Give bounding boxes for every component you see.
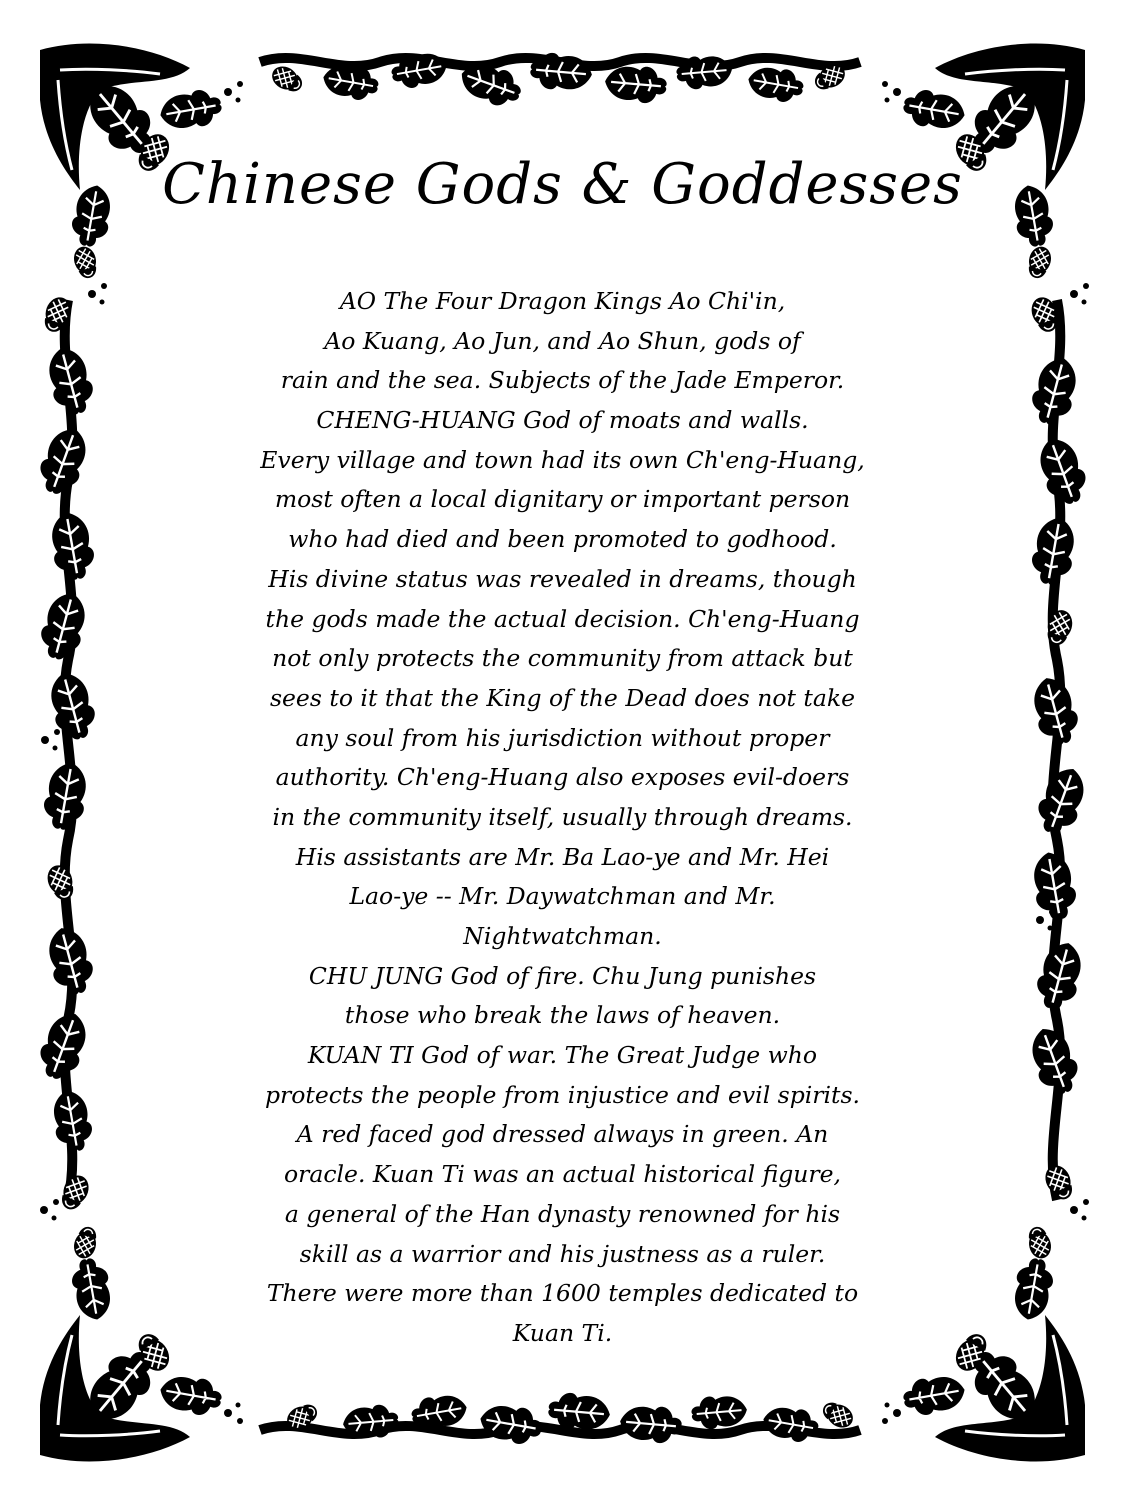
border-top-band	[260, 49, 860, 112]
text-line: A red faced god dressed always in green. An	[296, 1120, 829, 1149]
text-line: protects the people from injustice and evil spirits.	[264, 1080, 861, 1109]
text-line: Ao Kuang, Ao Jun, and Ao Shun, gods of	[324, 326, 801, 355]
body-text	[140, 282, 985, 1354]
text-line: KUAN TI God of war. The Great Judge who	[307, 1041, 818, 1070]
text-line: CHENG-HUANG God of moats and walls.	[316, 406, 809, 435]
text-line: AO The Four Dragon Kings Ao Chi'in,	[339, 287, 786, 315]
text-line: a general of the Han dynasty renowned for his	[284, 1199, 841, 1228]
text-line: most often a local dignitary or important person	[274, 485, 851, 514]
text-line: who had died and been promoted to godhood.	[288, 525, 837, 554]
text-line: His divine status was revealed in dreams, though	[268, 564, 857, 593]
text-line: Lao-ye -- Mr. Daywatchman and Mr.	[349, 882, 776, 911]
text-line: rain and the sea. Subjects of the Jade Emperor.	[280, 366, 845, 395]
text-line: His assistants are Mr. Ba Lao-ye and Mr. Hei	[295, 842, 830, 871]
text-line: authority. Ch'eng-Huang also exposes evil-doers	[275, 763, 850, 792]
text-line: Every village and town had its own Ch'eng-Huang,	[260, 445, 865, 474]
text-line: There were more than 1600 temples dedicated to	[266, 1279, 859, 1308]
text-line: any soul from his jurisdiction without proper	[295, 723, 830, 752]
border-bottom-band	[260, 1391, 860, 1447]
text-line: not only protects the community from attack but	[272, 644, 853, 673]
border-left-band	[33, 283, 107, 1221]
border-right-band	[1024, 283, 1093, 1221]
text-line: oracle. Kuan Ti was an actual historical figure,	[283, 1160, 842, 1189]
text-line: those who break the laws of heaven.	[344, 1001, 781, 1030]
text-line: sees to it that the King of the Dead does not take	[269, 683, 856, 712]
text-line: in the community itself, usually through dreams.	[272, 802, 853, 831]
text-line: Nightwatchman.	[463, 922, 662, 950]
page-title: Chinese Gods & Goddesses	[162, 152, 963, 217]
text-line: skill as a warrior and his justness as a ruler.	[299, 1239, 826, 1268]
text-line: the gods made the actual decision. Ch'eng-Huang	[265, 604, 860, 633]
text-line: Kuan Ti.	[512, 1318, 613, 1347]
text-line: CHU JUNG God of fire. Chu Jung punishes	[308, 961, 817, 990]
